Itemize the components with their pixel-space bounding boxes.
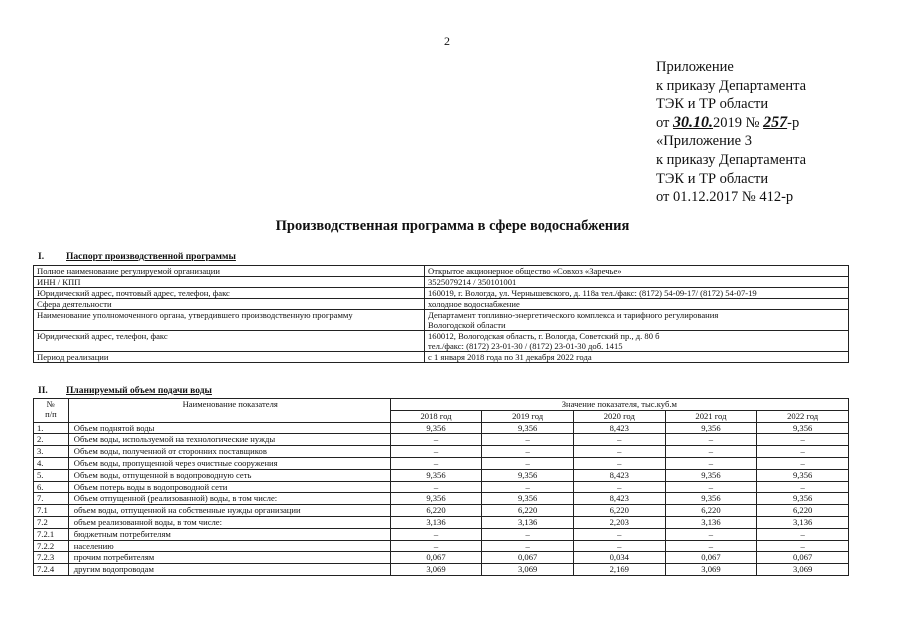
passport-row <box>34 331 849 352</box>
passport-label: ИНН / КПП <box>34 277 425 288</box>
passport-row <box>34 288 849 299</box>
row-value: – <box>665 434 757 446</box>
row-number: 7.2.3 <box>34 552 69 564</box>
row-name: объем реализованной воды, в том числе: <box>68 516 390 528</box>
row-name: Объем воды, полученной от сторонних поставщиков <box>68 446 390 458</box>
row-name: прочим потребителям <box>68 552 390 564</box>
row-value: 0,067 <box>665 552 757 564</box>
row-number: 2. <box>34 434 69 446</box>
passport-value <box>425 299 849 310</box>
passport-value-line: Департамент топливно-энергетического комплекса и тарифного регулирования <box>428 310 719 320</box>
section-title: Планируемый объем подачи воды <box>66 386 212 396</box>
row-value: 6,220 <box>757 505 849 517</box>
row-value: 9,356 <box>757 493 849 505</box>
table-row <box>34 540 849 552</box>
year-header: 2021 год <box>665 410 757 422</box>
passport-value-line: Вологодской области <box>428 320 506 330</box>
passport-value-line: тел./факс: (8172) 23-01-30 / (8172) 23-01-30 доб. 1415 <box>428 341 623 351</box>
passport-label: Юридический адрес, почтовый адрес, телефон, факс <box>34 288 425 299</box>
row-value: 3,069 <box>390 564 482 576</box>
section-number: I. <box>38 252 45 262</box>
passport-label: Полное наименование регулируемой организации <box>34 266 425 277</box>
date-prefix: от <box>656 114 674 131</box>
row-name: Объем воды, отпущенной в водопроводную сеть <box>68 469 390 481</box>
row-value: 3,136 <box>757 516 849 528</box>
appendix-line: «Приложение 3 <box>656 133 752 150</box>
row-value: 3,136 <box>482 516 574 528</box>
row-value: – <box>573 457 665 469</box>
passport-value-line: 160012, Вологодская область, г. Вологда, Советский пр., д. 80 б <box>428 331 660 341</box>
row-value: – <box>482 540 574 552</box>
year-header: 2018 год <box>390 410 482 422</box>
row-value: 0,067 <box>757 552 849 564</box>
row-name: населению <box>68 540 390 552</box>
row-value: 6,220 <box>573 505 665 517</box>
row-number: 3. <box>34 446 69 458</box>
year-header: 2019 год <box>482 410 574 422</box>
row-number: 1. <box>34 422 69 434</box>
row-name: Объем воды, пропущенной через очистные сооружения <box>68 457 390 469</box>
row-value: – <box>482 528 574 540</box>
table-row <box>34 446 849 458</box>
table-row <box>34 469 849 481</box>
row-value: 3,136 <box>390 516 482 528</box>
row-value: – <box>482 457 574 469</box>
row-value: – <box>665 528 757 540</box>
passport-label: Юридический адрес, телефон, факс <box>34 331 425 352</box>
row-name: другим водопроводам <box>68 564 390 576</box>
row-value: – <box>573 481 665 493</box>
page-number: 2 <box>444 34 450 48</box>
row-value: 3,136 <box>665 516 757 528</box>
row-value: – <box>757 457 849 469</box>
row-value: – <box>482 481 574 493</box>
row-number: 7.2.4 <box>34 564 69 576</box>
row-value: – <box>573 540 665 552</box>
passport-value <box>425 277 849 288</box>
appendix-line: ТЭК и ТР области <box>656 96 769 113</box>
row-value: 9,356 <box>482 493 574 505</box>
row-value: 9,356 <box>390 469 482 481</box>
appendix-line: Приложение <box>656 59 734 75</box>
row-value: 9,356 <box>390 422 482 434</box>
row-value: 2,169 <box>573 564 665 576</box>
passport-value-line: с 1 января 2018 года по 31 декабря 2022 года <box>428 352 592 362</box>
table-row <box>34 422 849 434</box>
row-value: 9,356 <box>757 469 849 481</box>
passport-value <box>425 310 849 331</box>
year-header: 2022 год <box>757 410 849 422</box>
row-value: – <box>757 481 849 493</box>
row-value: 0,067 <box>390 552 482 564</box>
header-value: Значение показателя, тыс.куб.м <box>390 399 848 411</box>
row-value: – <box>757 528 849 540</box>
table-row <box>34 493 849 505</box>
appendix-block <box>656 58 806 207</box>
row-value: 2,203 <box>573 516 665 528</box>
row-name: Объем отпущенной (реализованной) воды, в том числе: <box>68 493 390 505</box>
row-value: 0,067 <box>482 552 574 564</box>
row-value: – <box>482 446 574 458</box>
row-value: 9,356 <box>390 493 482 505</box>
passport-value <box>425 331 849 352</box>
section-number: II. <box>38 386 48 396</box>
row-value: 6,220 <box>665 505 757 517</box>
section2-heading <box>38 386 212 396</box>
section1-heading <box>38 252 236 262</box>
table-row <box>34 434 849 446</box>
row-value: 8,423 <box>573 422 665 434</box>
appendix-line: ТЭК и ТР области <box>656 170 769 187</box>
passport-value <box>425 266 849 277</box>
passport-row <box>34 310 849 331</box>
row-name: Объем поднятой воды <box>68 422 390 434</box>
row-number: 7.2.1 <box>34 528 69 540</box>
table-row <box>34 516 849 528</box>
row-value: – <box>665 457 757 469</box>
row-value: 3,069 <box>665 564 757 576</box>
row-name: Объем воды, используемой на технологические нужды <box>68 434 390 446</box>
section-title: Паспорт производственной программы <box>66 252 236 262</box>
row-value: – <box>573 434 665 446</box>
row-value: – <box>390 481 482 493</box>
row-number: 7. <box>34 493 69 505</box>
document-title: Производственная программа в сфере водоснабжения <box>275 218 630 234</box>
passport-row <box>34 266 849 277</box>
passport-label: Наименование уполномоченного органа, утвердившего производственную программу <box>34 310 425 331</box>
row-value: 9,356 <box>757 422 849 434</box>
header-name: Наименование показателя <box>68 399 390 423</box>
row-value: – <box>390 446 482 458</box>
row-value: 6,220 <box>390 505 482 517</box>
row-number: 7.2 <box>34 516 69 528</box>
row-number: 4. <box>34 457 69 469</box>
row-name: объем воды, отпущенной на собственные нужды организации <box>68 505 390 517</box>
appendix-line: к приказу Департамента <box>656 151 807 168</box>
passport-value <box>425 352 849 363</box>
row-value: 0,034 <box>573 552 665 564</box>
row-number: 6. <box>34 481 69 493</box>
row-name: бюджетным потребителям <box>68 528 390 540</box>
passport-value <box>425 288 849 299</box>
passport-value-line: 160019, г. Вологда, ул. Чернышевского, д. 118а тел./факс: (8172) 54-09-17/ (8172) 54-07-19 <box>428 288 757 298</box>
row-value: 3,069 <box>757 564 849 576</box>
passport-row <box>34 352 849 363</box>
row-name: Объем потерь воды в водопроводной сети <box>68 481 390 493</box>
row-value: – <box>482 434 574 446</box>
passport-table <box>33 265 849 363</box>
row-value: – <box>757 540 849 552</box>
header-number: № п/п <box>34 399 69 423</box>
table-row <box>34 528 849 540</box>
handwritten-date: 30.10. <box>673 113 714 131</box>
row-value: – <box>573 528 665 540</box>
date-year: 2019 № <box>713 114 764 131</box>
table-row <box>34 505 849 517</box>
passport-row <box>34 299 849 310</box>
table-row <box>34 564 849 576</box>
table-row <box>34 457 849 469</box>
row-value: 9,356 <box>665 493 757 505</box>
volume-table <box>33 398 849 576</box>
appendix-line: к приказу Департамента <box>656 77 807 94</box>
table-row <box>34 552 849 564</box>
table-row <box>34 481 849 493</box>
passport-label: Сфера деятельности <box>34 299 425 310</box>
passport-row <box>34 277 849 288</box>
row-value: – <box>390 457 482 469</box>
number-suffix: -р <box>787 114 800 131</box>
row-value: – <box>573 446 665 458</box>
row-value: – <box>665 481 757 493</box>
row-value: 8,423 <box>573 493 665 505</box>
row-number: 7.1 <box>34 505 69 517</box>
row-value: – <box>757 446 849 458</box>
appendix-line: от 01.12.2017 № 412-р <box>656 189 794 206</box>
row-value: 9,356 <box>482 469 574 481</box>
appendix-date-line <box>656 114 806 133</box>
row-value: 3,069 <box>482 564 574 576</box>
row-value: 8,423 <box>573 469 665 481</box>
row-value: – <box>665 540 757 552</box>
row-value: – <box>390 434 482 446</box>
passport-value-line: 3525079214 / 350101001 <box>428 277 517 287</box>
passport-value-line: Открытое акционерное общество «Совхоз «Заречье» <box>428 266 622 276</box>
passport-value-line: холодное водоснабжение <box>428 299 520 309</box>
passport-label: Период реализации <box>34 352 425 363</box>
year-header: 2020 год <box>573 410 665 422</box>
row-value: – <box>757 434 849 446</box>
row-value: – <box>390 540 482 552</box>
row-number: 7.2.2 <box>34 540 69 552</box>
row-value: 9,356 <box>665 422 757 434</box>
row-value: 9,356 <box>665 469 757 481</box>
row-value: 9,356 <box>482 422 574 434</box>
row-number: 5. <box>34 469 69 481</box>
handwritten-number: 257 <box>763 113 788 131</box>
row-value: – <box>390 528 482 540</box>
row-value: 6,220 <box>482 505 574 517</box>
row-value: – <box>665 446 757 458</box>
